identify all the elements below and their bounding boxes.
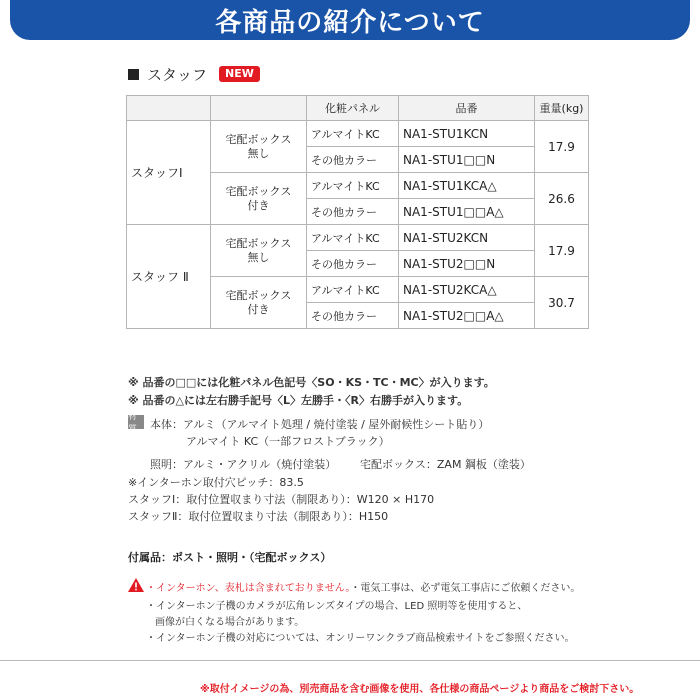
header-weight: 重量(kg) — [535, 96, 589, 121]
panel-cell: その他カラー — [307, 147, 399, 173]
new-badge: NEW — [219, 66, 260, 82]
warning-icon — [128, 578, 144, 592]
footer-note: ※取付イメージの為、別売商品を含む画像を使用、各仕様の商品ページより商品をご検討下さい。 — [200, 684, 640, 695]
spec-light: 照明：アルミ・アクリル（焼付塗装） — [150, 458, 337, 471]
warning-line-3: 画像が白くなる場合があります。 — [155, 617, 305, 628]
panel-cell: アルマイトKC — [307, 121, 399, 147]
spec-box: 宅配ボックス：ZAM 鋼板（塗装） — [360, 458, 531, 471]
table-header-row — [127, 96, 589, 121]
product-spec-table — [126, 95, 589, 329]
spec-body: 本体：アルミ（アルマイト処理 / 焼付塗装 / 屋外耐候性シート貼り） — [150, 418, 490, 431]
table-row — [127, 121, 589, 147]
page-banner — [10, 0, 690, 40]
code-cell: NA1-STU2□□A△ — [399, 303, 535, 329]
banner-title: 各商品の紹介について — [215, 7, 485, 38]
material-icon: 材質 — [128, 415, 144, 429]
warning-not-included: ・インターホン、表札は含まれておりません。 — [146, 583, 351, 594]
code-cell: NA1-STU1KCA△ — [399, 173, 535, 199]
panel-cell: その他カラー — [307, 303, 399, 329]
box-type-cell: 宅配ボックス 付き — [211, 277, 307, 329]
box-type-cell: 宅配ボックス 無し — [211, 225, 307, 277]
code-cell: NA1-STU1□□N — [399, 147, 535, 173]
section-title: スタッフ — [147, 65, 208, 84]
panel-cell: その他カラー — [307, 251, 399, 277]
header-box — [211, 96, 307, 121]
code-cell: NA1-STU2□□N — [399, 251, 535, 277]
box-type-cell: 宅配ボックス 付き — [211, 173, 307, 225]
header-code: 品番 — [399, 96, 535, 121]
panel-cell: アルマイトKC — [307, 173, 399, 199]
warning-line-1 — [146, 579, 580, 594]
spec-pitch: ※インターホン取付穴ピッチ：83.5 — [128, 476, 304, 489]
panel-cell: その他カラー — [307, 199, 399, 225]
spec-staff1: スタッフⅠ：取付位置収まり寸法（制限あり）：W120 × H170 — [128, 493, 435, 506]
spec-body-finish: アルマイト KC（一部フロストブラック） — [186, 435, 390, 448]
weight-cell: 26.6 — [535, 173, 589, 225]
warning-line-2: ・インターホン子機のカメラが広角レンズタイプの場合、LED 照明等を使用すると、 — [146, 601, 528, 612]
weight-cell: 17.9 — [535, 121, 589, 173]
color-code-note: ※ 品番の□□には化粧パネル色記号〈SO・KS・TC・MC〉が入ります。 — [128, 376, 495, 389]
accessories: 付属品：ポスト・照明・（宅配ボックス） — [128, 551, 332, 564]
code-cell: NA1-STU2KCA△ — [399, 277, 535, 303]
series-cell: スタッフⅠ — [127, 121, 211, 225]
header-panel: 化粧パネル — [307, 96, 399, 121]
header-series — [127, 96, 211, 121]
hand-code-note: ※ 品番の△には左右勝手記号〈L〉左勝手・〈R〉右勝手が入ります。 — [128, 394, 469, 407]
warning-electric: ・電気工事は、必ず電気工事店にご依頼ください。 — [350, 583, 581, 594]
spec-staff2: スタッフⅡ：取付位置収まり寸法（制限あり）：H150 — [128, 510, 389, 523]
code-cell: NA1-STU2KCN — [399, 225, 535, 251]
code-cell: NA1-STU1KCN — [399, 121, 535, 147]
divider — [0, 660, 700, 661]
code-cell: NA1-STU1□□A△ — [399, 199, 535, 225]
warning-line-4: ・インターホン子機の対応については、オンリーワンクラブ商品検索サイトをご参照ください。 — [146, 633, 575, 644]
box-type-cell: 宅配ボックス 無し — [211, 121, 307, 173]
table-row — [127, 225, 589, 251]
square-bullet-icon — [128, 69, 139, 80]
weight-cell: 17.9 — [535, 225, 589, 277]
panel-cell: アルマイトKC — [307, 277, 399, 303]
panel-cell: アルマイトKC — [307, 225, 399, 251]
series-cell: スタッフ Ⅱ — [127, 225, 211, 329]
weight-cell: 30.7 — [535, 277, 589, 329]
section-heading — [128, 64, 260, 84]
